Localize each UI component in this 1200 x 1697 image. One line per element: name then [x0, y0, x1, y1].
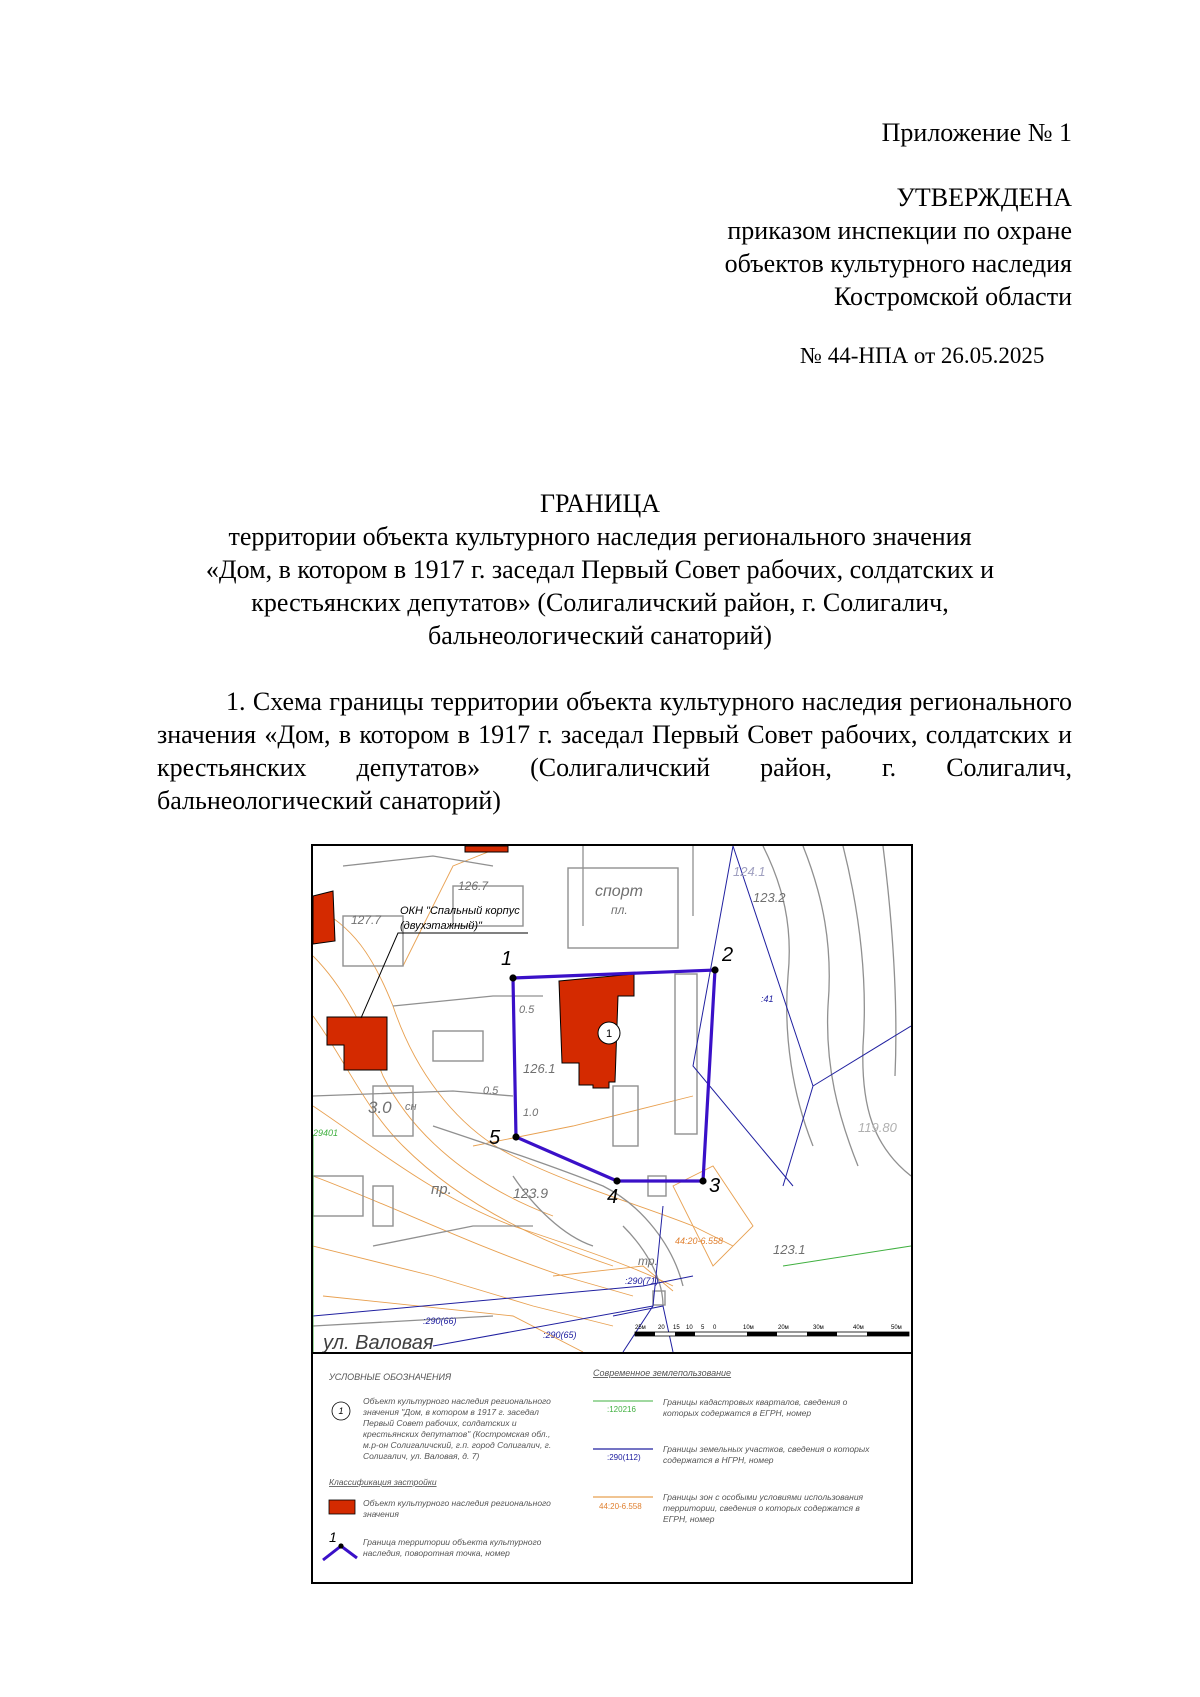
- label-note: 0.5: [519, 1004, 535, 1016]
- label-height: 123.2: [753, 890, 786, 905]
- scale-label: 10: [686, 1325, 693, 1331]
- approval-block: [725, 181, 1072, 313]
- label-code: 29401: [313, 1128, 339, 1138]
- label-tr: тр.: [638, 1254, 658, 1268]
- approval-line: Костромской области: [833, 282, 1072, 311]
- boundary-scheme-figure: [311, 844, 913, 1584]
- label-pr: пр.: [431, 1181, 452, 1198]
- legend-object-line: крестьянских депутатов" (Костромская обл.,: [363, 1429, 551, 1439]
- legend-zone-desc: ЕГРН, номер: [663, 1514, 715, 1524]
- legend-boundary-point: [338, 1543, 343, 1548]
- object-number: 1: [605, 1028, 613, 1040]
- label-street: ул. Валовая: [323, 1332, 434, 1352]
- label-height: 126.7: [458, 879, 489, 893]
- annotation-line: (двухэтажный)": [400, 920, 482, 932]
- label-note: сн: [405, 1101, 417, 1113]
- approval-line: приказом инспекции по охране: [727, 216, 1072, 245]
- title-line: «Дом, в котором в 1917 г. заседал Первый Совет рабочих, солдатских и: [205, 555, 995, 584]
- point-label: 4: [607, 1186, 619, 1208]
- legend-classification: Классификация застройки: [329, 1477, 437, 1487]
- point-label: 2: [722, 944, 734, 966]
- scheme-paragraph: 1. Схема границы территории объекта культурного наследия регионального значения «Дом, в котором в 1917 г. заседал Первый Совет рабочих, солдатских и крестьянских депутатов» (Солигаличский район, г. Солигалич, бальнеологический санаторий): [157, 687, 1072, 815]
- legend-zone-desc: Границы зон с особыми условиями использования: [663, 1492, 864, 1502]
- legend-title: УСЛОВНЫЕ ОБОЗНАЧЕНИЯ: [329, 1372, 452, 1382]
- legend-parcel-desc: содержатся в НГРН, номер: [663, 1455, 774, 1465]
- legend-heritage-swatch: [329, 1500, 355, 1514]
- legend-cadastral-code: :120216: [607, 1405, 636, 1414]
- label-note: 1.0: [523, 1107, 539, 1119]
- title-line: бальнеологический санаторий): [428, 621, 772, 650]
- point-label: 1: [501, 948, 513, 970]
- point-label: 3: [709, 1175, 721, 1197]
- label-code: :290(65): [543, 1330, 577, 1340]
- scale-label: 20: [658, 1325, 665, 1331]
- label-code: :290(66): [423, 1316, 457, 1326]
- scale-label: 10м: [743, 1325, 754, 1331]
- label-code: :290(71): [625, 1276, 659, 1286]
- legend-boundary-line: наследия, поворотная точка, номер: [363, 1548, 510, 1558]
- legend-parcel-desc: Границы земельных участков, сведения о которых: [663, 1444, 870, 1454]
- label-code: 44:20-6.558: [675, 1236, 724, 1246]
- legend-parcel-code: :290(112): [607, 1453, 641, 1462]
- legend-object-line: м.р-он Солигаличский, г.п. город Солигалич, г.: [363, 1440, 552, 1450]
- legend-modern-title: Современное землепользование: [593, 1368, 732, 1378]
- label-height: 126.1: [523, 1061, 556, 1076]
- boundary-point: [699, 1177, 706, 1184]
- point-label: 5: [489, 1127, 501, 1149]
- scale-label: 15: [673, 1325, 680, 1331]
- label-code: :41: [761, 994, 774, 1004]
- label-height: 119.80: [858, 1120, 897, 1135]
- approval-line: УТВЕРЖДЕНА: [896, 183, 1072, 212]
- scale-label: 5: [701, 1325, 705, 1331]
- site-map: [313, 846, 911, 1352]
- boundary-point: [711, 966, 718, 973]
- label-note: 0.5: [483, 1085, 499, 1097]
- title-line: крестьянских депутатов» (Солигаличский район, г. Солигалич,: [251, 588, 949, 617]
- scale-label: 40м: [853, 1325, 864, 1331]
- legend-object-line: Первый Совет рабочих, солдатских и: [363, 1418, 517, 1428]
- label-height: 123.9: [513, 1185, 549, 1201]
- legend-zone-code: 44:20-6.558: [599, 1502, 642, 1511]
- legend-heritage-line: Объект культурного наследия регионального: [363, 1498, 551, 1508]
- scale-label: 0: [713, 1325, 717, 1331]
- label-height: 123.1: [773, 1242, 806, 1257]
- legend-cadastral-desc: Границы кадастровых кварталов, сведения о: [663, 1397, 848, 1407]
- annotation-line: ОКН "Спальный корпус: [400, 905, 520, 917]
- scale-label: 50м: [891, 1325, 902, 1331]
- order-number: № 44-НПА от 26.05.2025: [800, 343, 1045, 368]
- label-note: 3.0: [368, 1098, 392, 1117]
- legend-object-line: Объект культурного наследия регионального: [363, 1396, 551, 1406]
- legend-boundary-line: Граница территории объекта культурного: [363, 1537, 542, 1547]
- label-height: 127.7: [351, 913, 382, 927]
- title-line: ГРАНИЦА: [539, 489, 661, 518]
- legend-boundary-number: 1: [329, 1529, 337, 1545]
- scale-label: 30м: [813, 1325, 824, 1331]
- map-legend: [313, 1352, 911, 1584]
- legend-object-line: значения "Дом, в котором в 1917 г. заседал: [363, 1407, 539, 1417]
- boundary-point: [509, 974, 516, 981]
- document-title: [130, 487, 1070, 652]
- legend-object-line: Солигалич, ул. Валовая, д. 7): [363, 1451, 480, 1461]
- scale-label: 20м: [778, 1325, 789, 1331]
- label-sport-sub: пл.: [611, 903, 628, 917]
- title-line: территории объекта культурного наследия регионального значения: [228, 522, 972, 551]
- legend-heritage-line: значения: [363, 1509, 399, 1519]
- approval-line: объектов культурного наследия: [724, 249, 1072, 278]
- label-height: 124.1: [733, 864, 766, 879]
- legend-zone-desc: территории, сведения о которых содержатся в: [663, 1503, 860, 1513]
- legend-object-number: 1: [338, 1406, 344, 1416]
- scale-label: 25м: [635, 1325, 646, 1331]
- boundary-point: [512, 1133, 519, 1140]
- legend-cadastral-desc: которых содержатся в ЕГРН, номер: [663, 1408, 812, 1418]
- boundary-point: [613, 1177, 620, 1184]
- appendix-number: Приложение № 1: [881, 118, 1072, 147]
- label-sport: спорт: [595, 883, 643, 900]
